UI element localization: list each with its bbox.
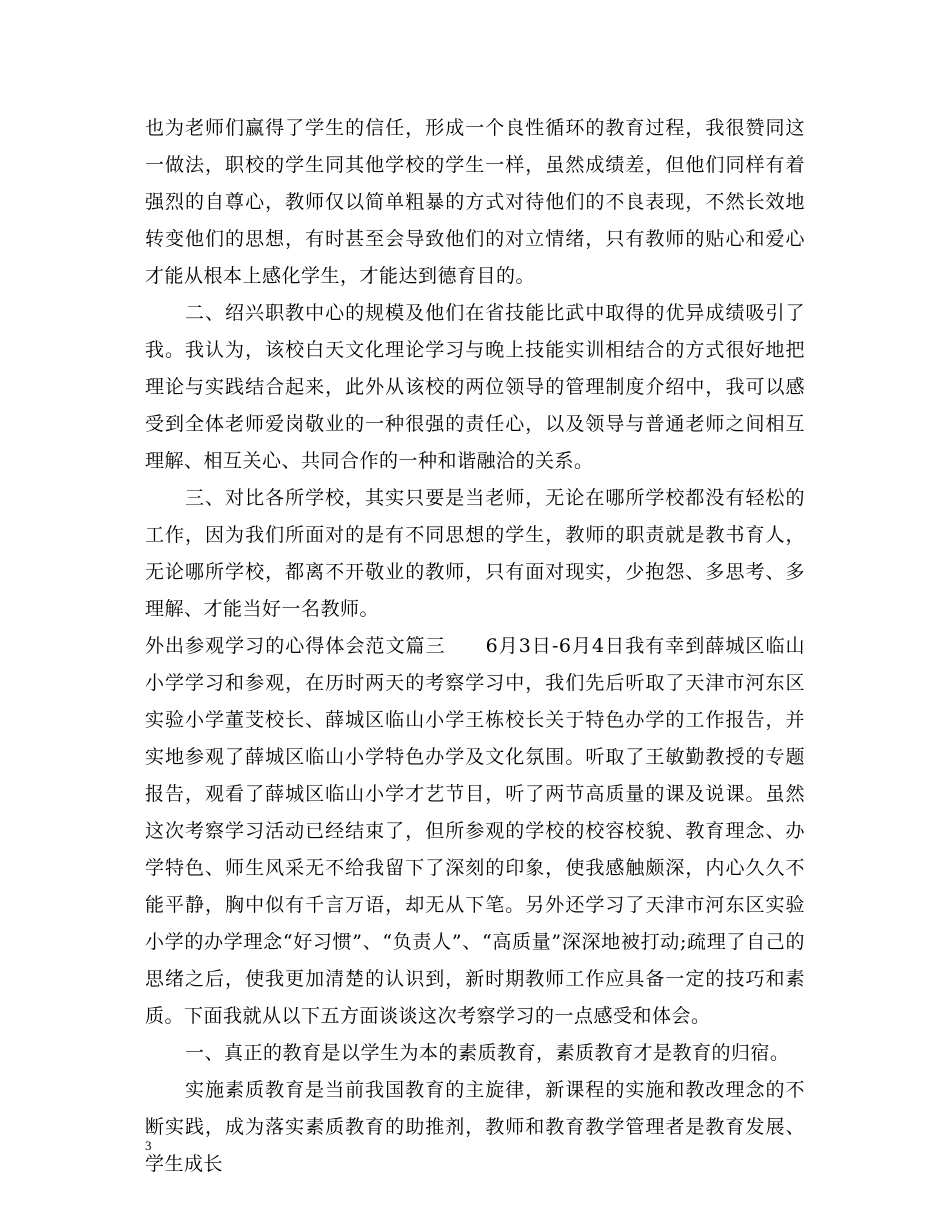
page-number: 3 [145,1138,152,1153]
document-body [145,110,805,1183]
paragraph-4: 外出参观学习的心得体会范文篇三 6月3日-6月4日我有幸到薛城区临山小学学习和参观，在历时两天的考察学习中，我们先后听取了天津市河东区实验小学董芠校长、薛城区临山小学王栋校长关于特色办学的工作报告，并实地参观了薛城区临山小学特色办学及文化氛围。听取了王敏勤教授的专题报告，观看了薛城区临山小学才艺节目，听了两节高质量的课及说课。虽然这次考察学习活动已经结束了，但所参观的学校的校容校貌、教育理念、办学特色、师生风采无不给我留下了深刻的印象，使我感触颇深，内心久久不能平静，胸中似有千言万语，却无从下笔。另外还学习了天津市河东区实验小学的办学理念“好习惯”、“负责人”、“高质量”深深地被打动;疏理了自己的思绪之后，使我更加清楚的认识到，新时期教师工作应具备一定的技巧和素质。下面我就从以下五方面谈谈这次考察学习的一点感受和体会。 [145,635,805,1027]
paragraph-1: 也为老师们赢得了学生的信任，形成一个良性循环的教育过程，我很赞同这一做法，职校的学生同其他学校的学生一样，虽然成绩差，但他们同样有着强烈的自尊心，教师仅以简单粗暴的方式对待他们的不良表现，不然长效地转变他们的思想，有时甚至会导致他们的对立情绪，只有教师的贴心和爱心才能从根本上感化学生，才能达到德育目的。 [145,117,805,287]
paragraph-6: 实施素质教育是当前我国教育的主旋律，新课程的实施和教改理念的不断实践，成为落实素质教育的助推剂，教师和教育教学管理者是教育发展、学生成长 [145,1079,805,1175]
paragraph-5: 一、真正的教育是以学生为本的素质教育，素质教育才是教育的归宿。 [185,1042,790,1064]
paragraph-2: 二、绍兴职教中心的规模及他们在省技能比武中取得的优异成绩吸引了我。我认为，该校白天文化理论学习与晚上技能实训相结合的方式很好地把理论与实践结合起来，此外从该校的两位领导的管理制度介绍中，我可以感受到全体老师爱岗敬业的一种很强的责任心，以及领导与普通老师之间相互理解、相互关心、共同合作的一种和谐融洽的关系。 [145,302,805,472]
paragraph-3: 三、对比各所学校，其实只要是当老师，无论在哪所学校都没有轻松的工作，因为我们所面对的是有不同思想的学生，教师的职责就是教书育人，无论哪所学校，都离不开敬业的教师，只有面对现实，少抱怨、多思考、多理解、才能当好一名教师。 [145,487,805,620]
